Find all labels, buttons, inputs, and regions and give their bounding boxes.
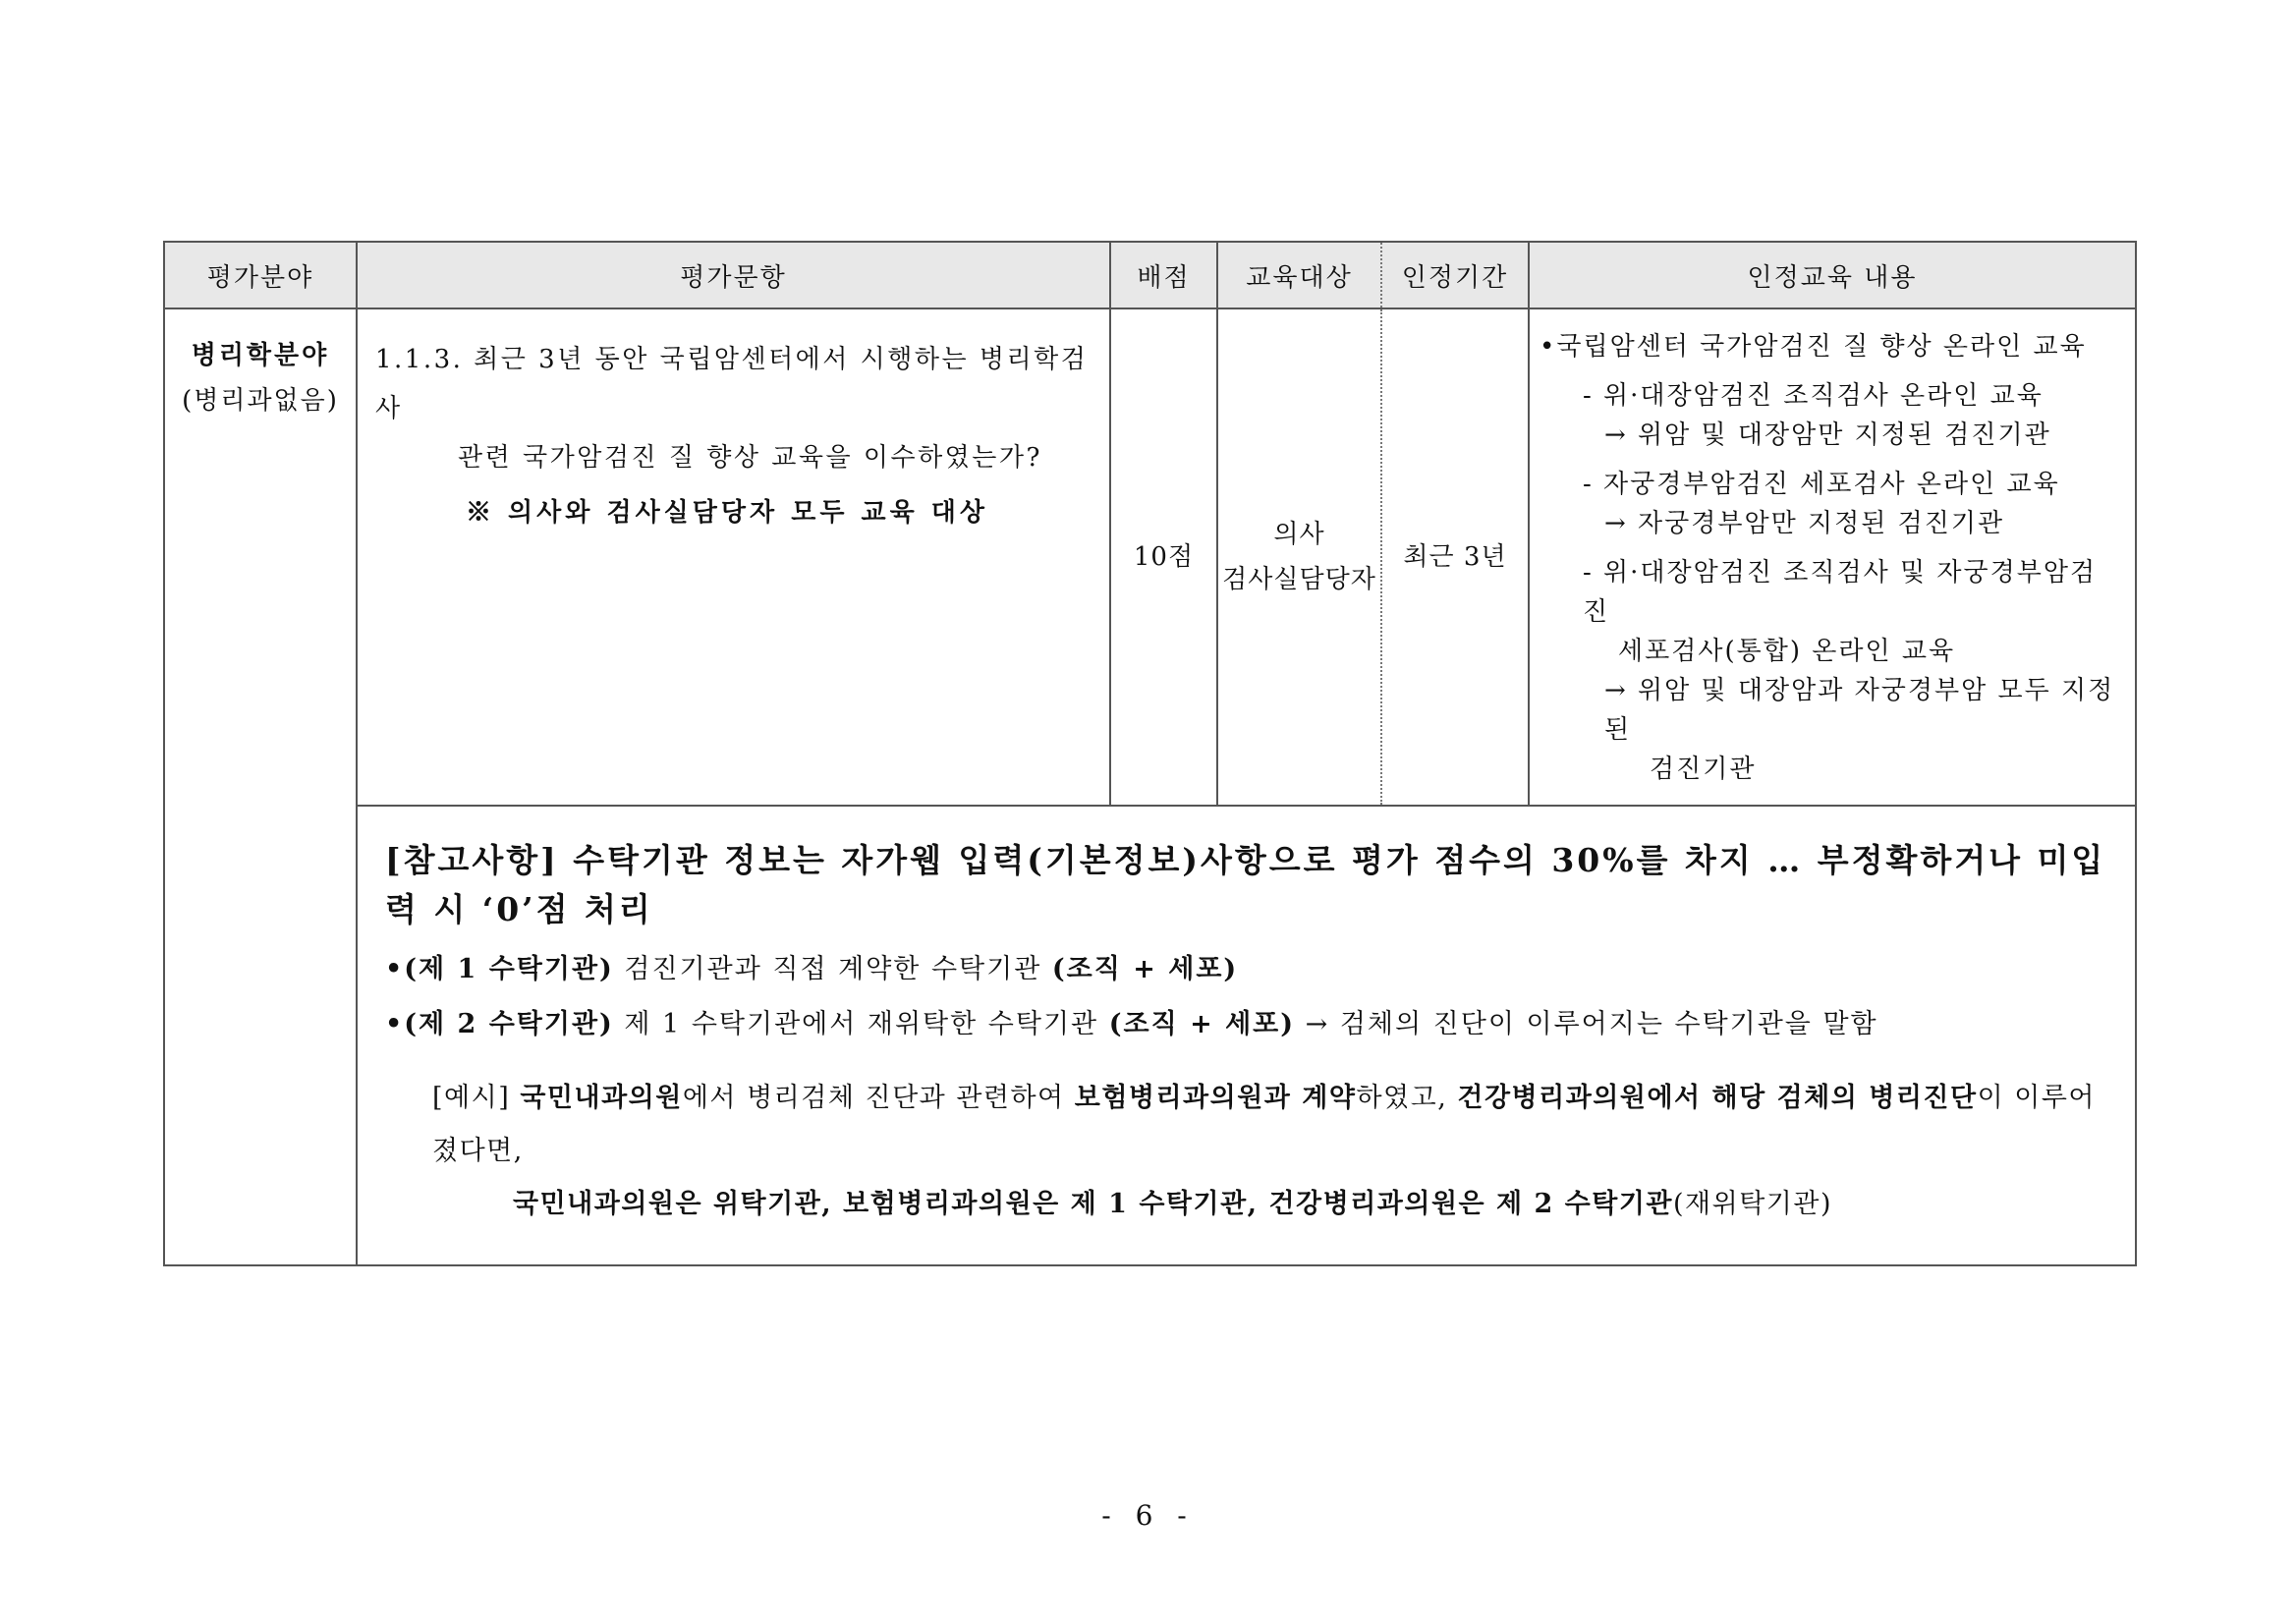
example-line-2	[432, 1178, 2119, 1231]
example-line-2-bold: 국민내과의원은 위탁기관, 보험병리과의원은 제 1 수탁기관, 건강병리과의원은 제 2 수탁기관	[513, 1189, 1674, 1219]
target-line-2: 검사실담당자	[1222, 565, 1376, 594]
example-t2: 하였고,	[1356, 1083, 1458, 1113]
content-sub-2-arrow: → 자궁경부암만 지정된 검진기관	[1604, 509, 2005, 538]
table-header-row	[164, 242, 2136, 308]
reference-line-1-text: 검진기관과 직접 계약한 수탁기관	[613, 954, 1042, 984]
example-t3: 이 이루어졌다면,	[432, 1083, 2096, 1166]
reference-title-bracket: [참고사항]	[385, 841, 559, 879]
item-line-1: 1.1.3. 최근 3년 동안 국립암센터에서 시행하는 병리학검사	[375, 345, 1089, 423]
reference-line-2-label: •(제 2 수탁기관)	[385, 1009, 614, 1039]
reference-line-1-type: (조직 + 세포)	[1051, 954, 1239, 984]
reference-title	[385, 836, 2119, 934]
header-score: 배점	[1110, 242, 1217, 308]
example-prefix: [예시]	[432, 1083, 521, 1113]
evaluation-table	[163, 241, 2137, 1266]
reference-line-2-tail: → 검체의 진단이 이루어지는 수탁기관을 말함	[1295, 1009, 1878, 1039]
example-t1: 에서 병리검체 진단과 관련하여	[682, 1083, 1075, 1113]
content-cell	[1529, 308, 2136, 806]
reference-title-text: 수탁기관 정보는 자가웹 입력(기본정보)사항으로 평가 점수의 30%를 차지 … 부정확하거나 미입력 시 ‘0’점 처리	[385, 841, 2106, 928]
content-sub-3-arrow-2: 검진기관	[1650, 755, 1757, 784]
item-note: ※ 의사와 검사실담당자 모두 교육 대상	[466, 498, 988, 528]
reference-row	[164, 806, 2136, 1265]
header-field: 평가분야	[164, 242, 357, 308]
reference-line-1	[385, 950, 2119, 989]
content-sub-3-line-2: 세포검사(통합) 온라인 교육	[1618, 637, 1956, 666]
header-target: 교육대상	[1217, 242, 1381, 308]
content-sub-1: - 위·대장암검진 조직검사 온라인 교육	[1583, 381, 2044, 411]
content-bullet: •국립암센터 국가암검진 질 향상 온라인 교육	[1540, 332, 2087, 362]
example-b3: 건강병리과의원에서 해당 검체의 병리진단	[1457, 1083, 1978, 1113]
target-cell	[1217, 308, 1381, 806]
reference-cell	[357, 806, 2136, 1265]
score-cell: 10점	[1110, 308, 1217, 806]
example-b2: 보험병리과의원과 계약	[1074, 1083, 1357, 1113]
field-main-label: 병리학분야	[191, 341, 330, 370]
field-sub-label: (병리과없음)	[182, 386, 339, 416]
content-sub-3-line-1: - 위·대장암검진 조직검사 및 자궁경부암검진	[1583, 558, 2098, 627]
header-period: 인정기간	[1381, 242, 1529, 308]
item-cell	[357, 308, 1110, 806]
example-b1: 국민내과의원	[520, 1083, 683, 1113]
page-number: - 6 -	[1101, 1499, 1195, 1532]
item-line-2: 관련 국가암검진 질 향상 교육을 이수하였는가?	[458, 443, 1042, 473]
example-line-2-tail: (재위탁기관)	[1673, 1189, 1832, 1219]
target-line-1: 의사	[1273, 520, 1325, 549]
example-line-1	[432, 1083, 2096, 1166]
reference-line-2	[385, 1005, 2119, 1044]
period-cell: 최근 3년	[1381, 308, 1529, 806]
reference-line-2-text: 제 1 수탁기관에서 재위탁한 수탁기관	[613, 1009, 1099, 1039]
header-item: 평가문항	[357, 242, 1110, 308]
header-content: 인정교육 내용	[1529, 242, 2136, 308]
reference-line-2-type: (조직 + 세포)	[1108, 1009, 1296, 1039]
table-row	[164, 308, 2136, 806]
content-sub-3-arrow-1: → 위암 및 대장암과 자궁경부암 모두 지정된	[1604, 676, 2115, 745]
content-sub-2: - 자궁경부암검진 세포검사 온라인 교육	[1583, 470, 2060, 499]
reference-line-1-label: •(제 1 수탁기관)	[385, 954, 614, 984]
content-sub-1-arrow: → 위암 및 대장암만 지정된 검진기관	[1604, 420, 2051, 450]
field-cell	[164, 308, 357, 1265]
reference-example	[385, 1072, 2119, 1231]
